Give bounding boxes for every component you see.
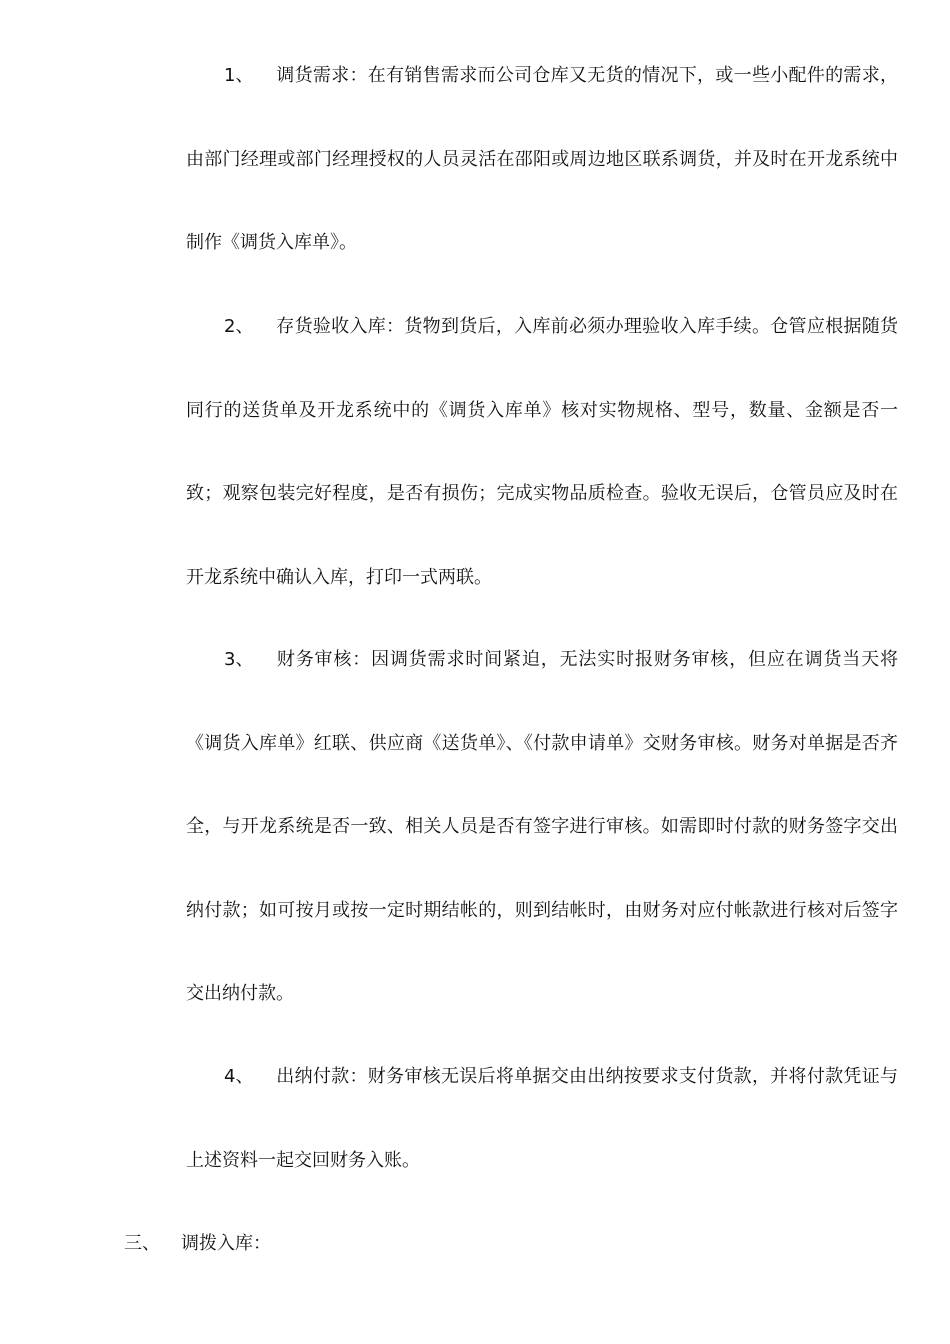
- list-item-text: 出纳付款：财务审核无误后将单据交由出纳按要求支付货款，并将付款凭证与上述资料一起交回财务入账。: [186, 1066, 898, 1171]
- section-heading: [124, 1222, 271, 1266]
- list-item-1: [186, 34, 898, 285]
- list-item-text: 财务审核：因调货需求时间紧迫，无法实时报财务审核，但应在调货当天将《调货入库单》红联、供应商《送货单》、《付款申请单》交财务审核。财务对单据是否齐全，与开龙系统是否一致、相关人员是否有签字进行审核。如需即时付款的财务签字交出纳付款；如可按月或按一定时期结帐的，则到结帐时，由财务对应付帐款进行核对后签字交出纳付款。: [186, 649, 898, 1004]
- section-title: 调拨入库：: [181, 1233, 271, 1254]
- list-item-number: 1、: [224, 65, 254, 86]
- list-item-text: 存货验收入库：货物到货后，入库前必须办理验收入库手续。仓管应根据随货同行的送货单及开龙系统中的《调货入库单》核对实物规格、型号，数量、金额是否一致；观察包装完好程度，是否有损伤；完成实物品质检查。验收无误后，仓管员应及时在开龙系统中确认入库，打印一式两联。: [186, 316, 898, 588]
- list-item-number: 4、: [224, 1066, 254, 1087]
- list-item-3: [186, 618, 898, 1036]
- list-item-2: [186, 285, 898, 619]
- list-item-4: [186, 1035, 898, 1202]
- list-item-text: 调货需求：在有销售需求而公司仓库又无货的情况下，或一些小配件的需求，由部门经理或部门经理授权的人员灵活在邵阳或周边地区联系调货，并及时在开龙系统中制作《调货入库单》。: [186, 65, 898, 253]
- list-item-number: 2、: [224, 316, 254, 337]
- section-number: 三、: [124, 1233, 160, 1254]
- list-item-number: 3、: [224, 649, 254, 670]
